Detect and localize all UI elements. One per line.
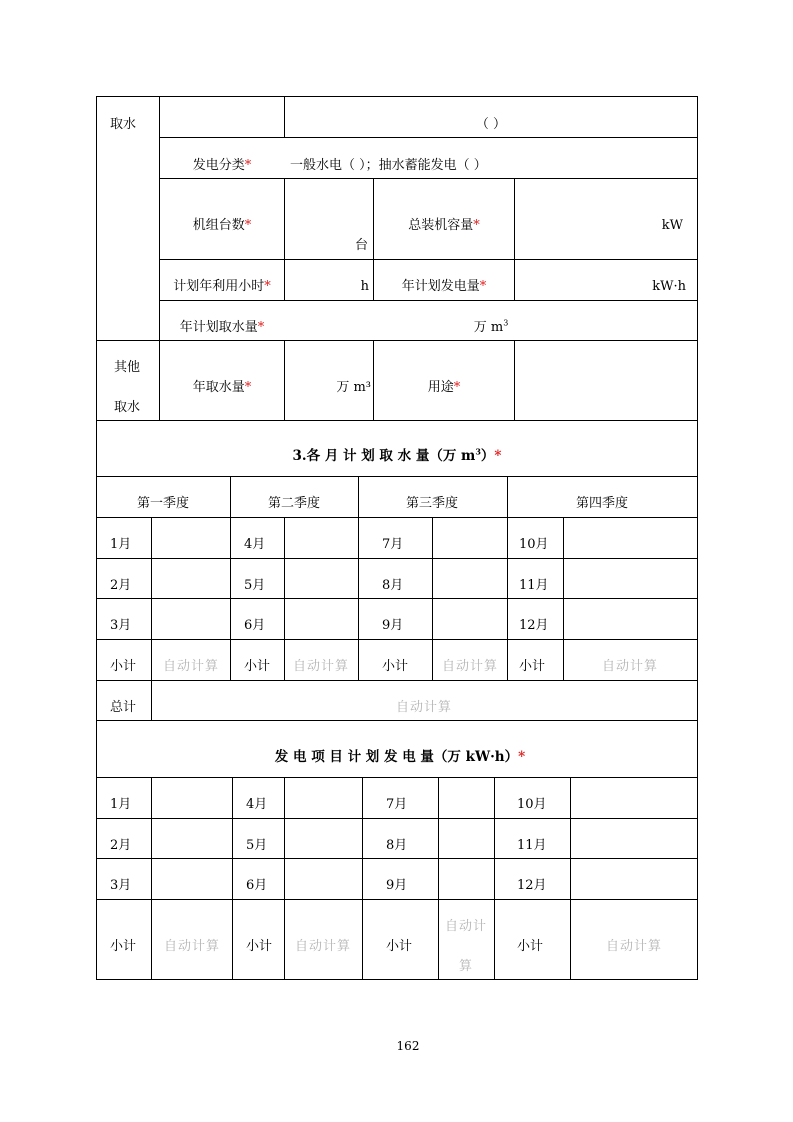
- quarter-header: 第三季度: [405, 496, 459, 511]
- rule: [96, 858, 698, 859]
- month-label: 5月: [244, 578, 266, 593]
- auto-calc-value: 自动计算: [162, 659, 220, 674]
- month-label: 11月: [519, 578, 549, 593]
- auto-calc-value: 自动计算: [292, 659, 350, 674]
- rule: [514, 340, 515, 420]
- rule: [96, 598, 698, 599]
- rule: [432, 517, 433, 680]
- subtotal-label: 小计: [386, 939, 413, 954]
- frame-right: [697, 96, 698, 980]
- hours-unit: h: [360, 279, 369, 294]
- month-label: 8月: [386, 838, 408, 853]
- rule: [358, 476, 359, 680]
- month-label: 1月: [110, 797, 132, 812]
- subtotal-label: 小计: [382, 659, 409, 674]
- rule: [373, 178, 374, 300]
- month-label: 10月: [517, 797, 547, 812]
- auto-calc-value: 自动计算: [601, 659, 659, 674]
- power-type-label: 发电分类*: [192, 158, 252, 173]
- rule: [230, 476, 231, 680]
- rule: [159, 259, 697, 260]
- capacity-label: 总装机容量*: [408, 218, 480, 233]
- power-type-options[interactable]: 一般水电（ ）；抽水蓄能发电（ ）: [290, 158, 487, 173]
- month-label: 12月: [519, 618, 549, 633]
- monthly-water-title: 3.各 月 计 划 取 水 量（万 $m^3)*$: [292, 446, 502, 464]
- month-label: 9月: [386, 878, 408, 893]
- rule: [232, 777, 233, 980]
- annual-gen-label: 年计划发电量*: [401, 279, 487, 294]
- rule: [438, 777, 439, 980]
- auto-calc-value-line2: 算: [458, 959, 474, 974]
- frame-bottom: [96, 979, 698, 980]
- auto-calc-value-line1: 自动计: [444, 919, 488, 934]
- month-label: 3月: [110, 878, 132, 893]
- month-label: 12月: [517, 878, 547, 893]
- total-label: 总计: [110, 700, 137, 715]
- rule: [151, 777, 152, 980]
- month-label: 11月: [517, 838, 547, 853]
- month-label: 6月: [244, 618, 266, 633]
- rule: [362, 777, 363, 980]
- month-label: 1月: [110, 537, 132, 552]
- rule: [373, 340, 374, 420]
- subtotal-label: 小计: [244, 659, 271, 674]
- purpose-label: 用途*: [427, 380, 461, 395]
- subtotal-label: 小计: [517, 939, 544, 954]
- rule: [570, 777, 571, 980]
- frame-left: [96, 96, 97, 980]
- month-label: 9月: [382, 618, 404, 633]
- rule: [96, 639, 698, 640]
- rule: [96, 777, 698, 778]
- other-water-label: 年取水量*: [192, 380, 252, 395]
- rule: [159, 178, 697, 179]
- month-label: 5月: [246, 838, 268, 853]
- rule: [284, 777, 285, 980]
- auto-calc-value: 自动计算: [294, 939, 352, 954]
- quarter-header: 第二季度: [267, 496, 321, 511]
- rule: [96, 818, 698, 819]
- month-label: 7月: [386, 797, 408, 812]
- subtotal-label: 小计: [246, 939, 273, 954]
- rule: [159, 300, 697, 301]
- other-label-line2: 取水: [113, 400, 141, 415]
- quarter-header: 第四季度: [575, 496, 629, 511]
- month-label: 4月: [246, 797, 268, 812]
- subtotal-label: 小计: [110, 659, 137, 674]
- month-label: 10月: [519, 537, 549, 552]
- auto-calc-value: 自动计算: [605, 939, 663, 954]
- rule: [284, 517, 285, 680]
- annual-water-label: 年计划取水量*: [179, 320, 265, 335]
- month-label: 7月: [382, 537, 404, 552]
- rule: [494, 777, 495, 980]
- month-label: 3月: [110, 618, 132, 633]
- hours-label: 计划年利用小时*: [173, 279, 271, 294]
- capacity-unit: kW: [661, 218, 683, 233]
- rule: [96, 476, 698, 477]
- rule: [159, 137, 697, 138]
- auto-calc-value: 自动计算: [163, 939, 221, 954]
- quzhi-label: 取水: [110, 117, 137, 132]
- month-label: 6月: [246, 878, 268, 893]
- auto-calc-value: 自动计算: [441, 659, 499, 674]
- rule: [96, 517, 698, 518]
- rule: [514, 178, 515, 300]
- monthly-power-title: 发 电 项 目 计 划 发 电 量（万 kW·h）*: [274, 749, 526, 765]
- rule: [96, 340, 698, 341]
- rule: [96, 899, 698, 900]
- subtotal-label: 小计: [519, 659, 546, 674]
- month-label: 2月: [110, 578, 132, 593]
- rule: [96, 420, 698, 421]
- frame-top: [96, 96, 698, 97]
- rule: [96, 720, 698, 721]
- rule: [563, 517, 564, 680]
- rule: [151, 517, 152, 720]
- other-water-unit: 万 m³: [336, 380, 371, 395]
- rule: [284, 96, 285, 138]
- units-unit: 台: [354, 238, 368, 253]
- month-label: 8月: [382, 578, 404, 593]
- annual-water-unit: 万 $m^3$: [473, 318, 509, 335]
- page-number: 162: [396, 1039, 420, 1053]
- rule: [284, 340, 285, 420]
- total-auto-calc: 自动计算: [395, 700, 453, 715]
- subtotal-label: 小计: [110, 939, 137, 954]
- rule: [507, 476, 508, 680]
- quarter-header: 第一季度: [136, 496, 190, 511]
- annual-gen-unit: kW·h: [652, 279, 686, 294]
- other-label-line1: 其他: [113, 360, 141, 375]
- rule: [284, 178, 285, 300]
- bracket-placeholder: （ ）: [475, 117, 507, 132]
- rule: [96, 558, 698, 559]
- month-label: 2月: [110, 838, 132, 853]
- units-label: 机组台数*: [192, 218, 252, 233]
- rule: [96, 680, 698, 681]
- month-label: 4月: [244, 537, 266, 552]
- rule: [159, 96, 160, 420]
